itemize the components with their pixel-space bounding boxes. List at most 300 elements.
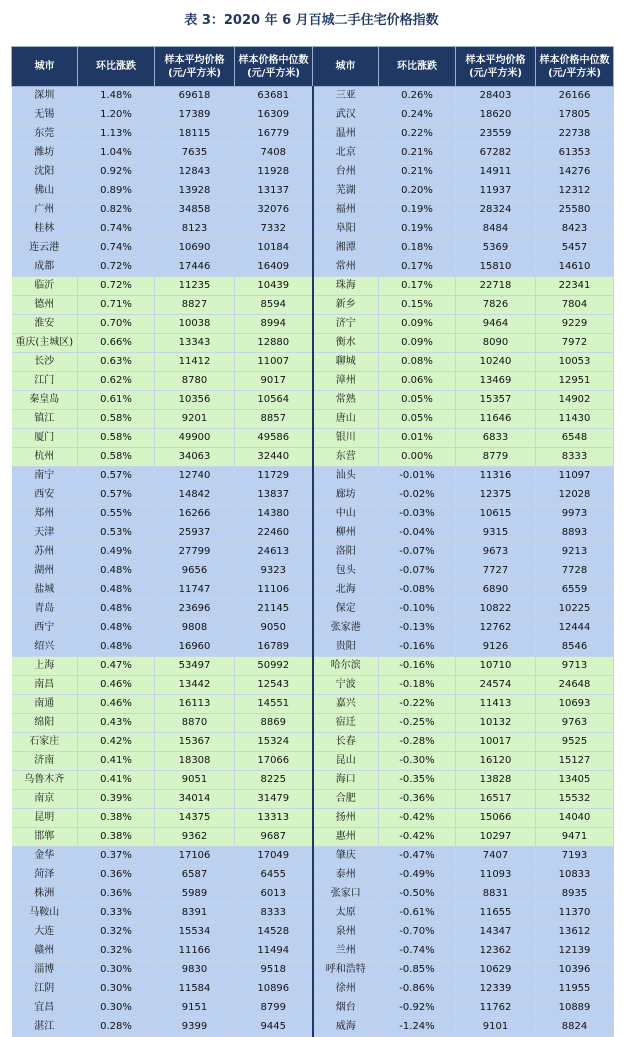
right-avg-price-cell: 6833: [456, 429, 536, 448]
table-row: [12, 429, 614, 448]
table-row: [12, 182, 614, 201]
table-row: [12, 296, 614, 315]
right-city-cell: 肇庆: [313, 847, 379, 866]
right-change-cell: -0.42%: [379, 828, 456, 847]
right-median-price-cell: 7728: [536, 562, 614, 581]
right-change-cell: -0.16%: [379, 638, 456, 657]
left-avg-price-cell: 9151: [155, 999, 235, 1018]
right-change-cell: -0.42%: [379, 809, 456, 828]
right-change-cell: -0.92%: [379, 999, 456, 1018]
right-city-cell: 兰州: [313, 942, 379, 961]
right-avg-price-cell: 6890: [456, 581, 536, 600]
right-change-cell: 0.08%: [379, 353, 456, 372]
left-avg-price-cell: 12843: [155, 163, 235, 182]
left-change-cell: 0.32%: [78, 923, 155, 942]
left-median-price-cell: 14528: [235, 923, 313, 942]
right-city-cell: 保定: [313, 600, 379, 619]
left-median-price-cell: 16779: [235, 125, 313, 144]
table-row: [12, 904, 614, 923]
right-median-price-cell: 25580: [536, 201, 614, 220]
table-row: [12, 752, 614, 771]
left-city-cell: 淮安: [12, 315, 78, 334]
table-row: [12, 315, 614, 334]
left-median-price-cell: 9518: [235, 961, 313, 980]
right-median-price-cell: 17805: [536, 106, 614, 125]
right-avg-price-cell: 7826: [456, 296, 536, 315]
left-change-cell: 0.63%: [78, 353, 155, 372]
left-city-cell: 郑州: [12, 505, 78, 524]
left-avg-price-cell: 53497: [155, 657, 235, 676]
left-median-price-cell: 32440: [235, 448, 313, 467]
left-change-cell: 0.38%: [78, 828, 155, 847]
right-city-cell: 衡水: [313, 334, 379, 353]
left-median-price-cell: 9050: [235, 619, 313, 638]
right-median-price-cell: 13405: [536, 771, 614, 790]
left-change-cell: 0.42%: [78, 733, 155, 752]
right-change-cell: -0.07%: [379, 562, 456, 581]
right-change-cell: -1.24%: [379, 1018, 456, 1037]
left-median-price-cell: 11729: [235, 467, 313, 486]
right-change-cell: 0.19%: [379, 201, 456, 220]
header-med-left: [235, 47, 313, 87]
left-median-price-cell: 8799: [235, 999, 313, 1018]
right-avg-price-cell: 8090: [456, 334, 536, 353]
left-change-cell: 0.62%: [78, 372, 155, 391]
left-median-price-cell: 14380: [235, 505, 313, 524]
right-median-price-cell: 14902: [536, 391, 614, 410]
left-change-cell: 0.72%: [78, 258, 155, 277]
right-city-cell: 唐山: [313, 410, 379, 429]
table-row: [12, 828, 614, 847]
right-city-cell: 哈尔滨: [313, 657, 379, 676]
table-row: [12, 353, 614, 372]
right-median-price-cell: 12139: [536, 942, 614, 961]
left-city-cell: 潍坊: [12, 144, 78, 163]
left-city-cell: 西安: [12, 486, 78, 505]
right-change-cell: 0.24%: [379, 106, 456, 125]
right-change-cell: 0.17%: [379, 258, 456, 277]
header-med-right: [536, 47, 614, 87]
right-avg-price-cell: 7407: [456, 847, 536, 866]
right-city-cell: 东营: [313, 448, 379, 467]
right-avg-price-cell: 22718: [456, 277, 536, 296]
left-change-cell: 0.57%: [78, 486, 155, 505]
left-avg-price-cell: 13343: [155, 334, 235, 353]
right-change-cell: 0.26%: [379, 87, 456, 106]
left-city-cell: 重庆(主城区): [12, 334, 78, 353]
left-median-price-cell: 49586: [235, 429, 313, 448]
left-city-cell: 临沂: [12, 277, 78, 296]
left-median-price-cell: 13313: [235, 809, 313, 828]
right-median-price-cell: 9229: [536, 315, 614, 334]
right-median-price-cell: 6559: [536, 581, 614, 600]
right-city-cell: 新乡: [313, 296, 379, 315]
table-row: [12, 695, 614, 714]
right-city-cell: 呼和浩特: [313, 961, 379, 980]
left-median-price-cell: 16309: [235, 106, 313, 125]
right-avg-price-cell: 10615: [456, 505, 536, 524]
header-city-right: 城市: [313, 47, 379, 87]
left-change-cell: 0.82%: [78, 201, 155, 220]
right-avg-price-cell: 15810: [456, 258, 536, 277]
right-city-cell: 珠海: [313, 277, 379, 296]
left-city-cell: 桂林: [12, 220, 78, 239]
right-city-cell: 海口: [313, 771, 379, 790]
left-city-cell: 金华: [12, 847, 78, 866]
right-median-price-cell: 8824: [536, 1018, 614, 1037]
right-avg-price-cell: 15357: [456, 391, 536, 410]
right-avg-price-cell: 11762: [456, 999, 536, 1018]
right-avg-price-cell: 12762: [456, 619, 536, 638]
left-change-cell: 0.53%: [78, 524, 155, 543]
right-change-cell: -0.25%: [379, 714, 456, 733]
right-change-cell: -0.50%: [379, 885, 456, 904]
left-city-cell: 盐城: [12, 581, 78, 600]
right-avg-price-cell: 11646: [456, 410, 536, 429]
left-avg-price-cell: 27799: [155, 543, 235, 562]
left-median-price-cell: 15324: [235, 733, 313, 752]
header-row: [12, 47, 614, 87]
left-change-cell: 0.48%: [78, 619, 155, 638]
left-city-cell: 长沙: [12, 353, 78, 372]
left-avg-price-cell: 49900: [155, 429, 235, 448]
left-median-price-cell: 8857: [235, 410, 313, 429]
table-row: [12, 372, 614, 391]
left-change-cell: 0.71%: [78, 296, 155, 315]
left-median-price-cell: 16409: [235, 258, 313, 277]
right-change-cell: -0.07%: [379, 543, 456, 562]
left-median-price-cell: 12880: [235, 334, 313, 353]
table-row: [12, 885, 614, 904]
right-city-cell: 昆山: [313, 752, 379, 771]
price-index-table: [11, 46, 614, 1037]
right-change-cell: -0.47%: [379, 847, 456, 866]
left-city-cell: 赣州: [12, 942, 78, 961]
right-avg-price-cell: 12362: [456, 942, 536, 961]
table-row: [12, 144, 614, 163]
table-row: [12, 714, 614, 733]
header-med-line2: (元/平方米): [548, 67, 601, 79]
right-avg-price-cell: 9315: [456, 524, 536, 543]
header-avg-right: [456, 47, 536, 87]
right-median-price-cell: 10053: [536, 353, 614, 372]
right-change-cell: 0.05%: [379, 410, 456, 429]
left-median-price-cell: 10184: [235, 239, 313, 258]
left-median-price-cell: 16789: [235, 638, 313, 657]
right-median-price-cell: 24648: [536, 676, 614, 695]
right-change-cell: 0.20%: [379, 182, 456, 201]
right-change-cell: 0.09%: [379, 315, 456, 334]
table-row: [12, 657, 614, 676]
left-avg-price-cell: 11235: [155, 277, 235, 296]
right-median-price-cell: 8423: [536, 220, 614, 239]
left-city-cell: 湛江: [12, 1018, 78, 1037]
left-city-cell: 宜昌: [12, 999, 78, 1018]
right-city-cell: 张家口: [313, 885, 379, 904]
left-median-price-cell: 13137: [235, 182, 313, 201]
left-median-price-cell: 10439: [235, 277, 313, 296]
right-city-cell: 张家港: [313, 619, 379, 638]
right-avg-price-cell: 5369: [456, 239, 536, 258]
left-city-cell: 马鞍山: [12, 904, 78, 923]
right-avg-price-cell: 10710: [456, 657, 536, 676]
right-avg-price-cell: 11316: [456, 467, 536, 486]
right-change-cell: 0.01%: [379, 429, 456, 448]
left-avg-price-cell: 10690: [155, 239, 235, 258]
right-median-price-cell: 26166: [536, 87, 614, 106]
left-city-cell: 淄博: [12, 961, 78, 980]
left-city-cell: 菏泽: [12, 866, 78, 885]
left-avg-price-cell: 16266: [155, 505, 235, 524]
right-avg-price-cell: 24574: [456, 676, 536, 695]
header-avg-line1: 样本平均价格: [164, 54, 225, 66]
left-median-price-cell: 11007: [235, 353, 313, 372]
left-avg-price-cell: 9656: [155, 562, 235, 581]
left-avg-price-cell: 9051: [155, 771, 235, 790]
right-median-price-cell: 8333: [536, 448, 614, 467]
right-median-price-cell: 11370: [536, 904, 614, 923]
right-median-price-cell: 9713: [536, 657, 614, 676]
header-avg-line2: (元/平方米): [469, 67, 522, 79]
right-median-price-cell: 8893: [536, 524, 614, 543]
table-row: [12, 505, 614, 524]
right-median-price-cell: 12444: [536, 619, 614, 638]
right-change-cell: 0.15%: [379, 296, 456, 315]
table-row: [12, 847, 614, 866]
left-city-cell: 西宁: [12, 619, 78, 638]
right-median-price-cell: 22341: [536, 277, 614, 296]
left-city-cell: 厦门: [12, 429, 78, 448]
right-median-price-cell: 8546: [536, 638, 614, 657]
left-median-price-cell: 12543: [235, 676, 313, 695]
right-city-cell: 芜湖: [313, 182, 379, 201]
left-avg-price-cell: 9399: [155, 1018, 235, 1037]
left-avg-price-cell: 9201: [155, 410, 235, 429]
right-change-cell: 0.17%: [379, 277, 456, 296]
table-row: [12, 600, 614, 619]
left-city-cell: 佛山: [12, 182, 78, 201]
right-avg-price-cell: 10017: [456, 733, 536, 752]
right-avg-price-cell: 9673: [456, 543, 536, 562]
left-avg-price-cell: 11584: [155, 980, 235, 999]
left-city-cell: 济南: [12, 752, 78, 771]
right-avg-price-cell: 8831: [456, 885, 536, 904]
right-change-cell: 0.05%: [379, 391, 456, 410]
right-city-cell: 常熟: [313, 391, 379, 410]
left-change-cell: 0.38%: [78, 809, 155, 828]
left-change-cell: 1.13%: [78, 125, 155, 144]
left-median-price-cell: 6455: [235, 866, 313, 885]
right-avg-price-cell: 16120: [456, 752, 536, 771]
right-change-cell: -0.01%: [379, 467, 456, 486]
left-change-cell: 0.74%: [78, 239, 155, 258]
table-row: [12, 391, 614, 410]
right-avg-price-cell: 10240: [456, 353, 536, 372]
right-change-cell: -0.35%: [379, 771, 456, 790]
right-change-cell: -0.08%: [379, 581, 456, 600]
right-city-cell: 北海: [313, 581, 379, 600]
left-city-cell: 镇江: [12, 410, 78, 429]
left-change-cell: 0.48%: [78, 562, 155, 581]
right-city-cell: 漳州: [313, 372, 379, 391]
left-change-cell: 0.39%: [78, 790, 155, 809]
left-change-cell: 0.58%: [78, 448, 155, 467]
right-avg-price-cell: 18620: [456, 106, 536, 125]
right-city-cell: 福州: [313, 201, 379, 220]
left-city-cell: 南通: [12, 695, 78, 714]
right-city-cell: 台州: [313, 163, 379, 182]
left-city-cell: 连云港: [12, 239, 78, 258]
table-row: [12, 486, 614, 505]
left-median-price-cell: 9687: [235, 828, 313, 847]
right-avg-price-cell: 16517: [456, 790, 536, 809]
right-city-cell: 嘉兴: [313, 695, 379, 714]
left-change-cell: 0.74%: [78, 220, 155, 239]
right-median-price-cell: 9213: [536, 543, 614, 562]
left-median-price-cell: 10564: [235, 391, 313, 410]
left-avg-price-cell: 9362: [155, 828, 235, 847]
left-city-cell: 昆明: [12, 809, 78, 828]
table-row: [12, 999, 614, 1018]
right-median-price-cell: 11097: [536, 467, 614, 486]
left-city-cell: 绵阳: [12, 714, 78, 733]
table-row: [12, 220, 614, 239]
right-median-price-cell: 7804: [536, 296, 614, 315]
left-median-price-cell: 11106: [235, 581, 313, 600]
left-change-cell: 0.70%: [78, 315, 155, 334]
left-change-cell: 0.72%: [78, 277, 155, 296]
table-row: [12, 942, 614, 961]
left-change-cell: 0.57%: [78, 467, 155, 486]
right-avg-price-cell: 9101: [456, 1018, 536, 1037]
header-med-line1: 样本价格中位数: [238, 54, 309, 66]
left-city-cell: 深圳: [12, 87, 78, 106]
right-median-price-cell: 5457: [536, 239, 614, 258]
right-median-price-cell: 22738: [536, 125, 614, 144]
left-city-cell: 绍兴: [12, 638, 78, 657]
right-change-cell: 0.19%: [379, 220, 456, 239]
right-avg-price-cell: 28403: [456, 87, 536, 106]
right-city-cell: 太原: [313, 904, 379, 923]
left-change-cell: 0.30%: [78, 999, 155, 1018]
right-city-cell: 汕头: [313, 467, 379, 486]
left-median-price-cell: 7332: [235, 220, 313, 239]
left-change-cell: 0.58%: [78, 429, 155, 448]
table-row: [12, 638, 614, 657]
left-avg-price-cell: 9830: [155, 961, 235, 980]
right-city-cell: 泰州: [313, 866, 379, 885]
header-med-line2: (元/平方米): [247, 67, 300, 79]
left-avg-price-cell: 8827: [155, 296, 235, 315]
left-median-price-cell: 8869: [235, 714, 313, 733]
left-change-cell: 0.30%: [78, 961, 155, 980]
left-avg-price-cell: 11412: [155, 353, 235, 372]
right-city-cell: 宿迁: [313, 714, 379, 733]
right-avg-price-cell: 11093: [456, 866, 536, 885]
right-change-cell: 0.00%: [379, 448, 456, 467]
right-median-price-cell: 11430: [536, 410, 614, 429]
right-change-cell: 0.18%: [379, 239, 456, 258]
left-city-cell: 石家庄: [12, 733, 78, 752]
left-avg-price-cell: 34014: [155, 790, 235, 809]
right-avg-price-cell: 67282: [456, 144, 536, 163]
right-change-cell: -0.28%: [379, 733, 456, 752]
left-median-price-cell: 8594: [235, 296, 313, 315]
right-city-cell: 湘潭: [313, 239, 379, 258]
left-change-cell: 0.92%: [78, 163, 155, 182]
left-avg-price-cell: 8123: [155, 220, 235, 239]
left-change-cell: 0.41%: [78, 771, 155, 790]
right-change-cell: -0.86%: [379, 980, 456, 999]
header-med-line1: 样本价格中位数: [539, 54, 610, 66]
table-row: [12, 448, 614, 467]
left-avg-price-cell: 15367: [155, 733, 235, 752]
table-row: [12, 106, 614, 125]
right-median-price-cell: 12312: [536, 182, 614, 201]
left-avg-price-cell: 10356: [155, 391, 235, 410]
left-avg-price-cell: 16960: [155, 638, 235, 657]
table-row: [12, 410, 614, 429]
header-change-right: 环比涨跌: [379, 47, 456, 87]
left-avg-price-cell: 10038: [155, 315, 235, 334]
table-body: [12, 87, 614, 1037]
table-row: [12, 239, 614, 258]
table-row: [12, 771, 614, 790]
left-change-cell: 0.89%: [78, 182, 155, 201]
left-change-cell: 0.48%: [78, 581, 155, 600]
left-avg-price-cell: 6587: [155, 866, 235, 885]
left-median-price-cell: 24613: [235, 543, 313, 562]
right-city-cell: 宁波: [313, 676, 379, 695]
left-median-price-cell: 32076: [235, 201, 313, 220]
table-row: [12, 1018, 614, 1037]
left-city-cell: 上海: [12, 657, 78, 676]
right-median-price-cell: 14276: [536, 163, 614, 182]
left-change-cell: 0.32%: [78, 942, 155, 961]
left-avg-price-cell: 15534: [155, 923, 235, 942]
right-avg-price-cell: 23559: [456, 125, 536, 144]
left-median-price-cell: 11494: [235, 942, 313, 961]
right-median-price-cell: 61353: [536, 144, 614, 163]
left-city-cell: 大连: [12, 923, 78, 942]
left-change-cell: 0.66%: [78, 334, 155, 353]
left-avg-price-cell: 23696: [155, 600, 235, 619]
left-change-cell: 0.28%: [78, 1018, 155, 1037]
left-avg-price-cell: 17389: [155, 106, 235, 125]
table-header: [12, 47, 614, 87]
left-median-price-cell: 50992: [235, 657, 313, 676]
right-avg-price-cell: 28324: [456, 201, 536, 220]
left-change-cell: 0.55%: [78, 505, 155, 524]
left-median-price-cell: 21145: [235, 600, 313, 619]
header-avg-left: [155, 47, 235, 87]
table-row: [12, 258, 614, 277]
left-median-price-cell: 9017: [235, 372, 313, 391]
right-change-cell: -0.18%: [379, 676, 456, 695]
table-row: [12, 562, 614, 581]
right-city-cell: 阜阳: [313, 220, 379, 239]
right-city-cell: 银川: [313, 429, 379, 448]
header-city-left: 城市: [12, 47, 78, 87]
left-median-price-cell: 31479: [235, 790, 313, 809]
right-avg-price-cell: 7727: [456, 562, 536, 581]
table-row: [12, 524, 614, 543]
right-city-cell: 常州: [313, 258, 379, 277]
left-median-price-cell: 7408: [235, 144, 313, 163]
left-change-cell: 1.20%: [78, 106, 155, 125]
right-avg-price-cell: 10629: [456, 961, 536, 980]
right-avg-price-cell: 10822: [456, 600, 536, 619]
